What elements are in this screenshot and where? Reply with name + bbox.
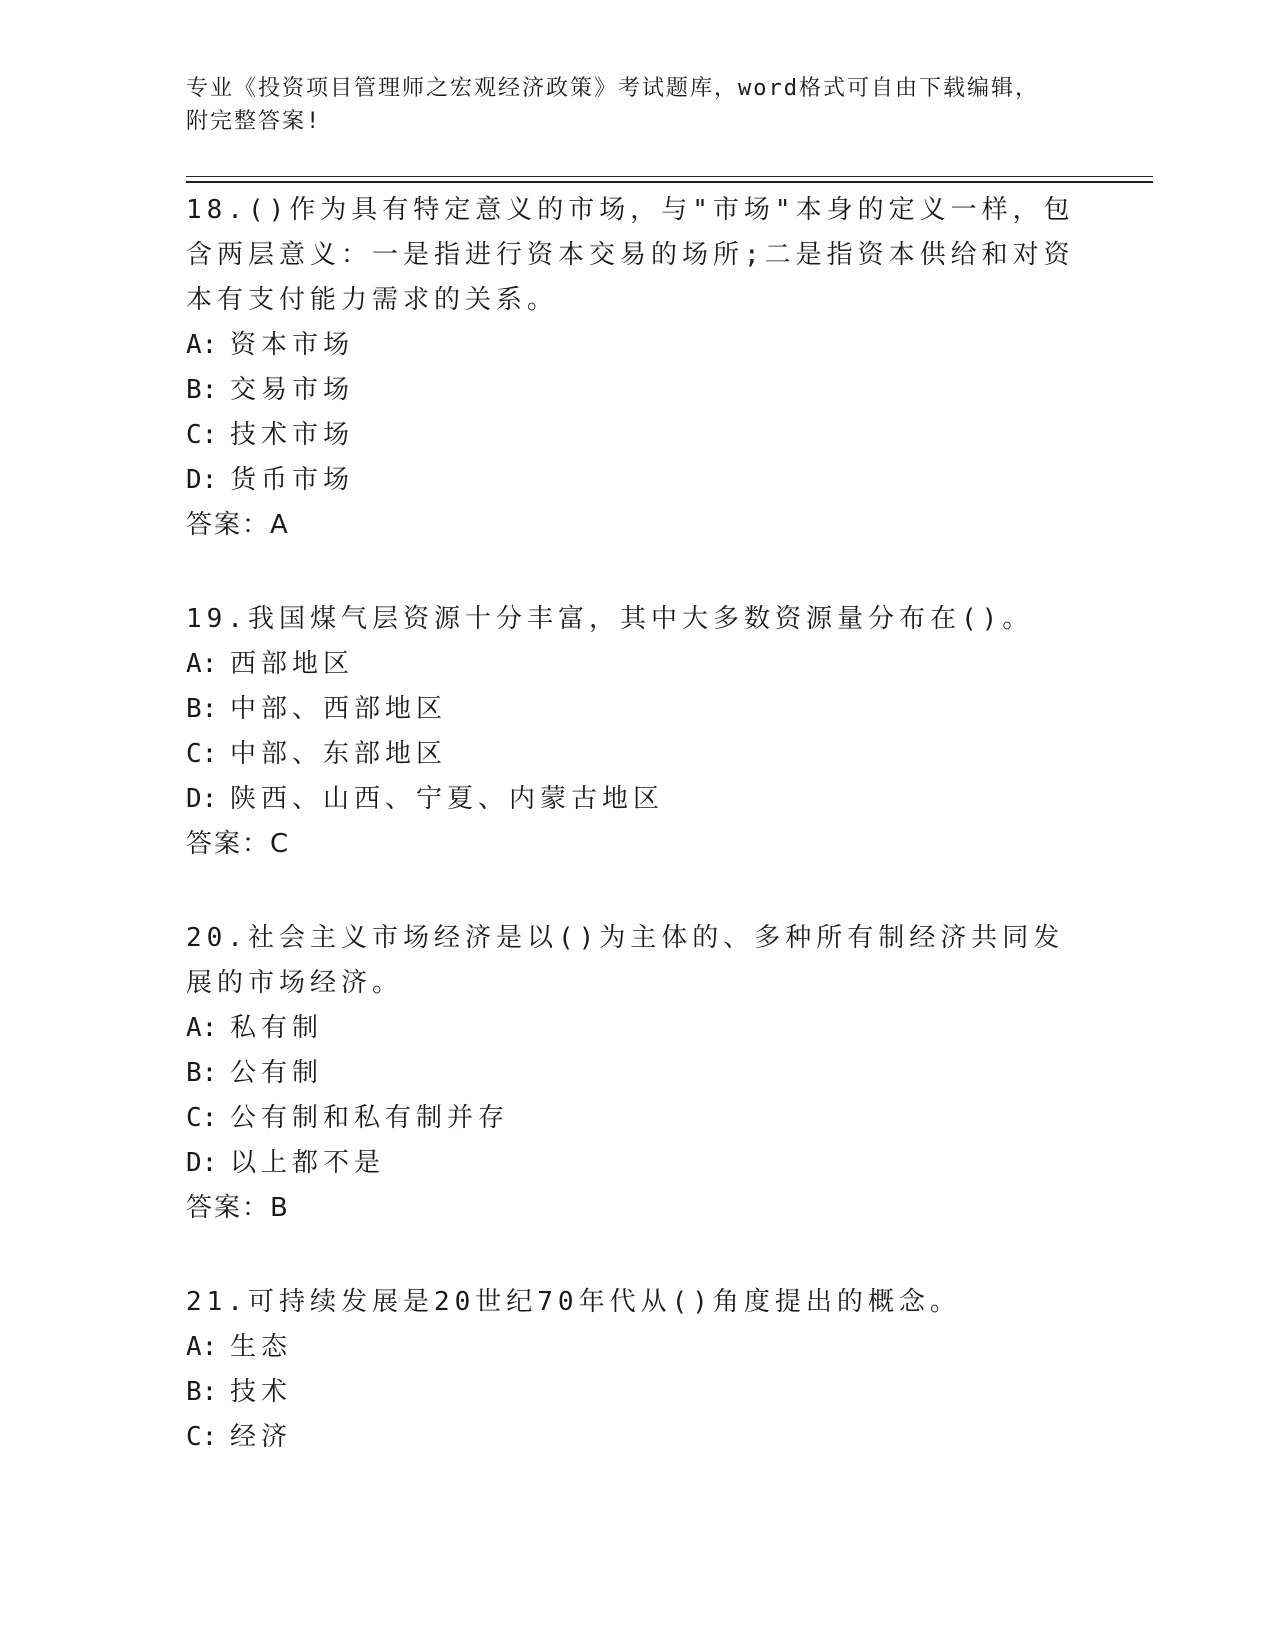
- option-letter: D:: [186, 784, 218, 814]
- question-stem: 20.社会主义市场经济是以()为主体的、多种所有制经济共同发展的市场经济。: [186, 923, 1065, 998]
- question-stem: 21.可持续发展是20世纪70年代从()角度提出的概念。: [186, 1287, 961, 1317]
- option-text: 货币市场: [230, 465, 355, 495]
- option-c: [186, 1415, 1086, 1460]
- option-letter: C:: [186, 1422, 218, 1452]
- option-c: [186, 1096, 1086, 1141]
- option-text: 私有制: [230, 1013, 324, 1043]
- option-b: [186, 368, 1086, 413]
- question-stem: 18.()作为具有特定意义的市场，与"市场"本身的定义一样，包含两层意义：一是指进行资本交易的场所;二是指资本供给和对资本有支付能力需求的关系。: [186, 195, 1075, 315]
- option-d: [186, 458, 1086, 503]
- question-20: [186, 916, 1086, 1231]
- option-a: [186, 1325, 1086, 1370]
- option-text: 西部地区: [230, 649, 355, 679]
- question-19: [186, 597, 1086, 867]
- question-21: [186, 1280, 1086, 1460]
- document-header: [186, 72, 1086, 138]
- header-line-2: 附完整答案!: [186, 109, 322, 134]
- option-a: [186, 642, 1086, 687]
- option-letter: B:: [186, 1377, 218, 1407]
- answer-line: 答案：B: [186, 1193, 290, 1223]
- option-text: 中部、东部地区: [230, 739, 448, 769]
- option-b: [186, 687, 1086, 732]
- option-letter: C:: [186, 1103, 218, 1133]
- option-text: 技术市场: [230, 420, 355, 450]
- option-text: 交易市场: [230, 375, 355, 405]
- question-18: [186, 188, 1086, 548]
- option-letter: A:: [186, 649, 218, 679]
- option-letter: B:: [186, 694, 218, 724]
- option-c: [186, 413, 1086, 458]
- option-letter: C:: [186, 420, 218, 450]
- option-text: 生态: [230, 1332, 293, 1362]
- option-a: [186, 323, 1086, 368]
- question-stem: 19.我国煤气层资源十分丰富，其中大多数资源量分布在()。: [186, 604, 1034, 634]
- option-d: [186, 1141, 1086, 1186]
- option-text: 公有制和私有制并存: [230, 1103, 510, 1133]
- option-a: [186, 1006, 1086, 1051]
- option-letter: A:: [186, 330, 218, 360]
- header-line-1: 专业《投资项目管理师之宏观经济政策》考试题库，word格式可自由下载编辑，: [186, 76, 1039, 101]
- option-letter: A:: [186, 1332, 218, 1362]
- answer-line: 答案：A: [186, 510, 290, 540]
- option-b: [186, 1051, 1086, 1096]
- header-divider-thin: [186, 176, 1153, 177]
- option-text: 公有制: [230, 1058, 324, 1088]
- option-text: 以上都不是: [230, 1148, 386, 1178]
- option-text: 经济: [230, 1422, 293, 1452]
- option-b: [186, 1370, 1086, 1415]
- option-letter: D:: [186, 465, 218, 495]
- option-letter: B:: [186, 1058, 218, 1088]
- option-text: 资本市场: [230, 330, 355, 360]
- option-text: 技术: [230, 1377, 293, 1407]
- option-text: 中部、西部地区: [230, 694, 448, 724]
- header-divider-thick: [186, 181, 1153, 183]
- option-text: 陕西、山西、宁夏、内蒙古地区: [230, 784, 665, 814]
- option-letter: A:: [186, 1013, 218, 1043]
- option-letter: B:: [186, 375, 218, 405]
- option-c: [186, 732, 1086, 777]
- answer-line: 答案：C: [186, 829, 291, 859]
- option-letter: C:: [186, 739, 218, 769]
- option-letter: D:: [186, 1148, 218, 1178]
- option-d: [186, 777, 1086, 822]
